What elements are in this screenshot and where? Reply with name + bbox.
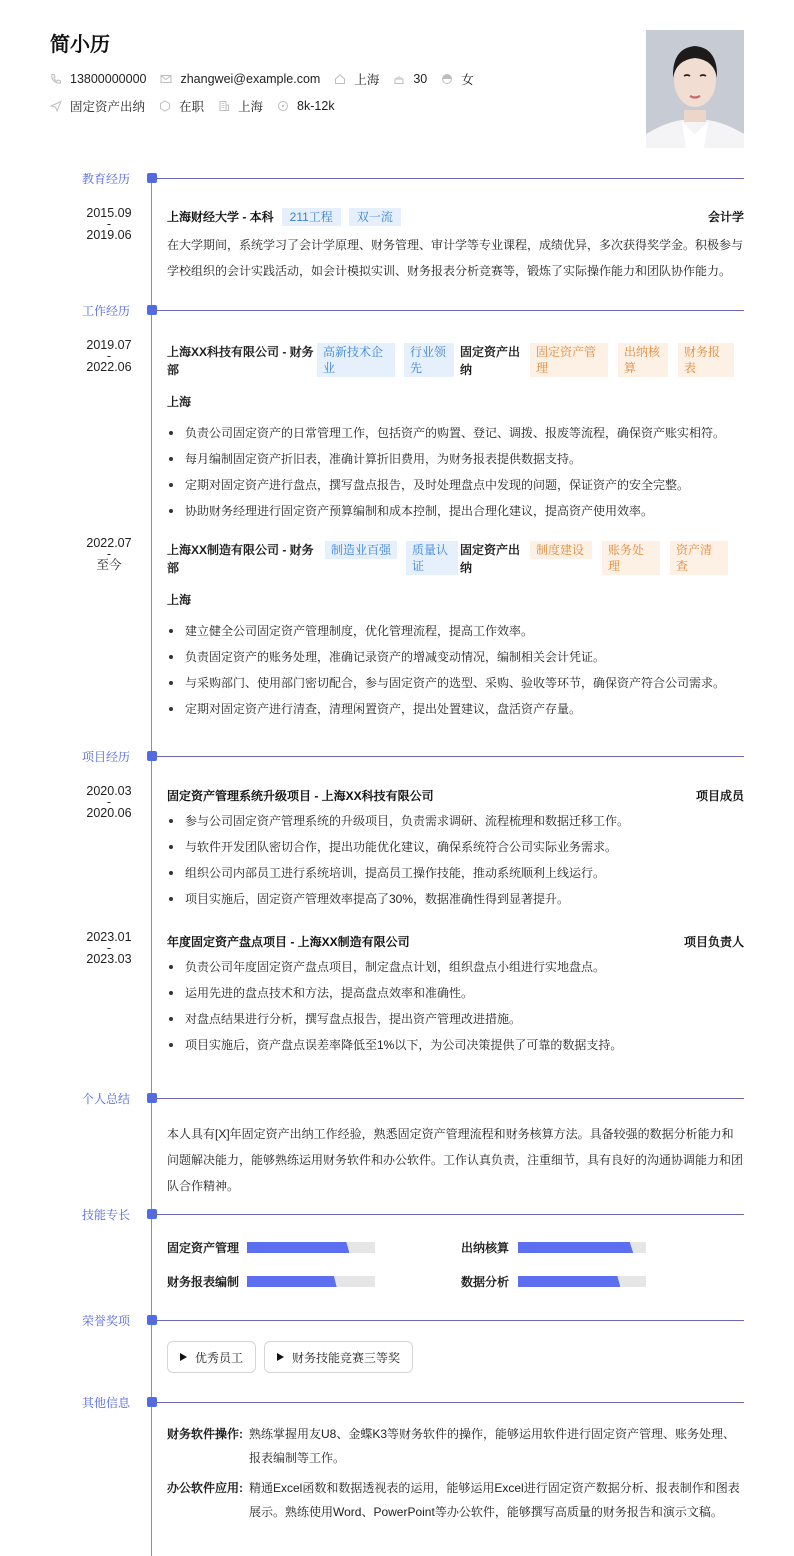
job-entry	[167, 541, 744, 722]
major-name: 会计学	[707, 210, 744, 224]
section-divider	[152, 1214, 744, 1215]
job-head	[167, 343, 744, 379]
bullet-item: 负责固定资产的账务处理，准确记录资产的增减变动情况，编制相关会计凭证。	[167, 644, 744, 670]
education-tag: 双一流	[349, 208, 401, 226]
info-target-city	[218, 97, 263, 115]
education-description: 在大学期间，系统学习了会计学原理、财务管理、审计学等专业课程，成绩优异，多次获得奖学金。积极参与学校组织的会计实践活动，如会计模拟实训、财务报表分析竞赛等，锻炼了实际操作能力和团队协作能力。	[167, 238, 744, 278]
info-status	[159, 97, 204, 115]
section-title-summary: 个人总结	[82, 1092, 131, 1106]
award-label: 优秀员工	[195, 1350, 244, 1365]
home-icon	[334, 73, 346, 85]
bullet-item: 定期对固定资产进行盘点，撰写盘点报告，及时处理盘点中发现的问题，保证资产的安全完整。	[167, 472, 744, 498]
section-title-work: 工作经历	[82, 304, 131, 318]
company-tag: 质量认证	[406, 541, 458, 575]
summary-text: 本人具有[X]年固定资产出纳工作经验，熟悉固定资产管理流程和财务核算方法。具备较强的数据分析能力和问题解决能力，能够熟练运用财务软件和办公软件。工作认真负责，注重细节，具有良好的沟通协调能力和团队合作精神。	[167, 1127, 744, 1193]
other-info-row	[167, 1422, 744, 1470]
company-tag: 制造业百强	[325, 541, 397, 559]
date-separator: -	[106, 941, 112, 955]
date-end: 2020.06	[86, 806, 132, 820]
section-divider	[152, 310, 744, 311]
bullet-item: 项目实施后，固定资产管理效率提高了30%，数据准确性得到显著提升。	[167, 886, 744, 912]
section-title-skills: 技能专长	[82, 1208, 131, 1222]
date-end: 至今	[96, 558, 122, 572]
skill-tag: 出纳核算	[618, 343, 668, 377]
job-date	[70, 337, 148, 375]
project-role: 项目负责人	[683, 935, 744, 949]
target-city-text: 上海	[238, 100, 264, 114]
bullet-item: 参与公司固定资产管理系统的升级项目，负责需求调研、流程梳理和数据迁移工作。	[167, 808, 744, 834]
skill-name: 出纳核算	[461, 1241, 510, 1255]
job-location: 上海	[167, 395, 192, 409]
job-role: 固定资产出纳	[460, 543, 521, 575]
bullet-item: 定期对固定资产进行清查，清理闲置资产，提出处置建议，盘活资产存量。	[167, 696, 744, 722]
skill-bar	[247, 1242, 375, 1253]
job-location: 上海	[167, 593, 192, 607]
section-divider	[152, 1320, 744, 1321]
skill-bar-fill	[247, 1242, 349, 1253]
project-title-row	[167, 933, 744, 950]
section-title-education: 教育经历	[82, 172, 131, 186]
project-title: 年度固定资产盘点项目 - 上海XX制造有限公司	[167, 935, 410, 949]
skill-tag: 固定资产管理	[530, 343, 608, 377]
other-label: 财务软件操作:	[167, 1427, 243, 1441]
company-tag: 行业领先	[404, 343, 454, 377]
age-text: 30	[413, 72, 428, 86]
date-start: 2022.07	[86, 536, 132, 550]
bullet-item: 项目实施后，资产盘点误差率降低至1%以下，为公司决策提供了可靠的数据支持。	[167, 1032, 744, 1058]
age-icon	[393, 73, 405, 85]
skill-tag: 资产清查	[670, 541, 728, 575]
bullet-item: 与软件开发团队密切合作，提出功能优化建议，确保系统符合公司实际业务需求。	[167, 834, 744, 860]
triangle-right-icon	[277, 1353, 284, 1361]
bullet-item: 协助财务经理进行固定资产预算编制和成本控制，提出合理化建议，提高资产使用效率。	[167, 498, 744, 524]
status-text: 在职	[179, 100, 205, 114]
other-text: 精通Excel函数和数据透视表的运用，能够运用Excel进行固定资产数据分析、报表制作和图表展示。熟练使用Word、PowerPoint等办公软件，能够撰写高质量的财务报告和演示文稿。	[249, 1481, 740, 1519]
section-summary-header	[0, 1092, 794, 1114]
project-bullets	[167, 954, 744, 1058]
date-end: 2022.06	[86, 360, 132, 374]
date-start: 2020.03	[86, 784, 132, 798]
section-skills-header	[0, 1208, 794, 1230]
school-name: 上海财经大学 - 本科	[167, 210, 274, 224]
section-education-header	[0, 172, 794, 194]
contact-info-row	[50, 70, 488, 88]
timeline-line	[151, 178, 152, 1556]
project-entry	[167, 933, 744, 1058]
job-head	[167, 541, 744, 577]
bullet-item: 与采购部门、使用部门密切配合，参与固定资产的选型、采购、验收等环节，确保资产符合公司需求。	[167, 670, 744, 696]
triangle-right-icon	[180, 1353, 187, 1361]
status-icon	[159, 100, 171, 112]
info-email	[160, 72, 320, 86]
section-title-awards: 荣誉奖项	[82, 1314, 131, 1328]
date-separator: -	[106, 547, 112, 561]
job-intent-row	[50, 97, 349, 115]
skill-tag: 财务报表	[678, 343, 734, 377]
salary-text: 8k-12k	[297, 99, 335, 113]
skill-item	[167, 1239, 375, 1256]
section-title-projects: 项目经历	[82, 750, 131, 764]
job-bullets	[167, 420, 744, 524]
skill-bar	[518, 1276, 646, 1287]
salary-icon	[277, 100, 289, 112]
bullet-item: 负责公司固定资产的日常管理工作，包括资产的购置、登记、调拨、报废等流程，确保资产账实相符。	[167, 420, 744, 446]
job-role: 固定资产出纳	[460, 345, 521, 377]
award-item	[264, 1341, 413, 1373]
skill-bar-fill	[247, 1276, 337, 1287]
job-company: 上海XX制造有限公司 - 财务部	[167, 543, 314, 575]
info-age	[393, 72, 427, 86]
skill-name: 财务报表编制	[167, 1275, 240, 1289]
project-title: 固定资产管理系统升级项目 - 上海XX科技有限公司	[167, 789, 434, 803]
project-title-row	[167, 787, 744, 804]
date-separator: -	[106, 795, 112, 809]
other-label: 办公软件应用:	[167, 1481, 243, 1495]
bullet-item: 每月编制固定资产折旧表，准确计算折旧费用，为财务报表提供数据支持。	[167, 446, 744, 472]
gender-icon	[441, 73, 453, 85]
bullet-item: 对盘点结果进行分析，撰写盘点报告，提出资产管理改进措施。	[167, 1006, 744, 1032]
info-hometown	[334, 70, 379, 88]
section-other-header	[0, 1396, 794, 1418]
skill-bar-fill	[518, 1276, 620, 1287]
date-start: 2019.07	[86, 338, 132, 352]
section-title-other: 其他信息	[82, 1396, 131, 1410]
info-phone	[50, 72, 146, 86]
skill-item	[461, 1239, 646, 1256]
education-title-row	[167, 208, 744, 226]
bullet-item: 负责公司年度固定资产盘点项目，制定盘点计划，组织盘点小组进行实地盘点。	[167, 954, 744, 980]
info-gender	[441, 70, 474, 88]
target-role-text: 固定资产出纳	[70, 100, 146, 114]
project-entry	[167, 787, 744, 912]
send-icon	[50, 100, 62, 112]
skill-name: 固定资产管理	[167, 1241, 240, 1255]
section-divider	[152, 756, 744, 757]
bullet-item: 运用先进的盘点技术和方法，提高盘点效率和准确性。	[167, 980, 744, 1006]
other-info	[167, 1422, 744, 1524]
gender-text: 女	[461, 73, 474, 87]
section-divider	[152, 1402, 744, 1403]
date-start: 2023.01	[86, 930, 132, 944]
section-awards-header	[0, 1314, 794, 1336]
phone-icon	[50, 73, 62, 85]
date-separator: -	[106, 217, 112, 231]
building-icon	[218, 100, 230, 112]
education-tag: 211工程	[282, 208, 341, 226]
education-date	[70, 205, 148, 243]
mail-icon	[160, 73, 172, 85]
job-company: 上海XX科技有限公司 - 财务部	[167, 345, 314, 377]
other-info-row	[167, 1476, 744, 1524]
phone-text: 13800000000	[70, 72, 147, 86]
bullet-item: 建立健全公司固定资产管理制度，优化管理流程，提高工作效率。	[167, 618, 744, 644]
education-title-left	[167, 208, 401, 226]
skill-tag: 账务处理	[602, 541, 660, 575]
project-role: 项目成员	[695, 789, 744, 803]
section-projects-header	[0, 750, 794, 772]
skill-tag: 制度建设	[530, 541, 592, 559]
project-date	[70, 929, 148, 967]
award-item	[167, 1341, 256, 1373]
project-bullets	[167, 808, 744, 912]
date-separator: -	[106, 349, 112, 363]
other-text: 熟练掌握用友U8、金蝶K3等财务软件的操作，能够运用软件进行固定资产管理、账务处理、报表编制等工作。	[249, 1427, 736, 1465]
section-work-header	[0, 304, 794, 326]
section-divider	[152, 178, 744, 179]
date-end: 2023.03	[86, 952, 132, 966]
education-entry	[167, 208, 744, 284]
email-text: zhangwei@example.com	[180, 72, 321, 86]
candidate-name: 简小历	[50, 34, 110, 56]
skill-item	[461, 1273, 646, 1290]
job-entry	[167, 343, 744, 524]
skill-name: 数据分析	[461, 1275, 510, 1289]
info-target-role	[50, 97, 145, 115]
date-start: 2015.09	[86, 206, 132, 220]
award-label: 财务技能竞赛三等奖	[292, 1350, 401, 1365]
summary-content	[167, 1115, 744, 1199]
company-tag: 高新技术企业	[317, 343, 395, 377]
job-bullets	[167, 618, 744, 722]
skill-bar	[247, 1276, 375, 1287]
section-divider	[152, 1098, 744, 1099]
skill-item	[167, 1273, 375, 1290]
profile-photo	[646, 30, 744, 148]
job-date	[70, 535, 148, 573]
info-salary	[277, 99, 335, 113]
project-date	[70, 783, 148, 821]
hometown-text: 上海	[354, 73, 380, 87]
skill-bar	[518, 1242, 646, 1253]
bullet-item: 组织公司内部员工进行系统培训，提高员工操作技能，推动系统顺利上线运行。	[167, 860, 744, 886]
date-end: 2019.06	[86, 228, 132, 242]
skill-bar-fill	[518, 1242, 633, 1253]
